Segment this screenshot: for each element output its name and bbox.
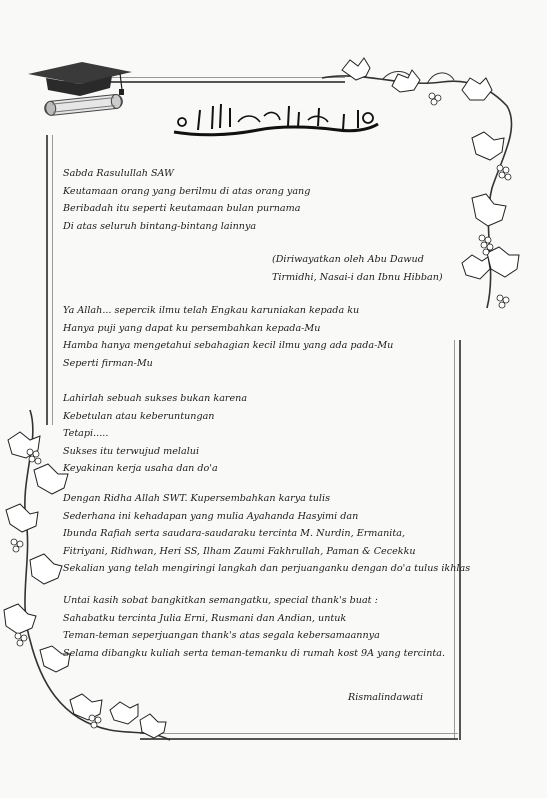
prayer-line: Seperti firman-Mu xyxy=(63,357,153,369)
thanks-line: Untai kasih sobat bangkitkan semangatku, special thank's buat : xyxy=(63,595,378,606)
prayer-paragraph xyxy=(63,302,393,372)
hadith-line: Beribadah itu seperti keutamaan bulan purnama xyxy=(63,203,301,214)
prayer-line: Hanya puji yang dapat ku persembahkan kepada-Mu xyxy=(63,322,321,334)
thanks-paragraph xyxy=(63,592,445,662)
thanks-line: Sahabatku tercinta Julia Erni, Rusmani dan Andian, untuk xyxy=(63,612,347,624)
grape-vine-ornament-top-right xyxy=(322,48,532,338)
hadith-line: Sabda Rasulullah SAW xyxy=(63,168,174,179)
prayer-line: Hamba hanya mengetahui sebahagian kecil ilmu yang ada pada-Mu xyxy=(63,340,394,351)
success-line: Sukses itu terwujud melalui xyxy=(63,445,200,457)
success-line: Tetapi..... xyxy=(63,428,109,439)
prayer-line: Ya Allah... sepercik ilmu telah Engkau karuniakan kepada ku xyxy=(63,305,360,316)
thanks-line: Teman-teman seperjuangan thank's atas segala kebersamaannya xyxy=(63,630,380,641)
author-signature: Rismalindawati xyxy=(348,692,424,703)
graduation-cap-icon xyxy=(24,56,136,128)
dedication-line: Fitriyani, Ridhwan, Heri SS, Ilham Zaumi Fakhrullah, Paman & Cecekku xyxy=(63,545,416,557)
hadith-quote xyxy=(63,165,310,235)
dedication-line: Ibunda Rafiah serta saudara-saudaraku tercinta M. Nurdin, Ermanita, xyxy=(63,528,405,539)
hadith-line: Keutamaan orang yang berilmu di atas orang yang xyxy=(63,185,311,197)
success-line: Keyakinan kerja usaha dan do'a xyxy=(63,463,218,474)
success-paragraph xyxy=(63,390,247,478)
dedication-line: Sederhana ini kehadapan yang mulia Ayahanda Hasyimi dan xyxy=(63,510,359,522)
hadith-line: Di atas seluruh bintang-bintang lainnya xyxy=(63,220,257,232)
dedication-paragraph xyxy=(63,490,470,578)
frame-bottom-border xyxy=(140,733,458,740)
thanks-line: Selama dibangku kuliah serta teman-temanku di rumah kost 9A yang tercinta. xyxy=(63,647,446,659)
hadith-source-line: (Diriwayatkan oleh Abu Dawud xyxy=(272,254,424,265)
success-line: Lahirlah sebuah sukses bukan karena xyxy=(63,393,248,404)
hadith-source xyxy=(272,251,443,286)
dedication-line: Dengan Ridha Allah SWT. Kupersembahkan karya tulis xyxy=(63,493,330,504)
hadith-source-line: Tirmidhi, Nasai-i dan Ibnu Hibban) xyxy=(272,271,443,283)
dedication-line: Sekalian yang telah mengiringi langkah dan perjuanganku dengan do'a tulus ikhlas xyxy=(63,563,471,574)
success-line: Kebetulan atau keberuntungan xyxy=(63,410,215,422)
frame-left-border xyxy=(46,135,53,425)
